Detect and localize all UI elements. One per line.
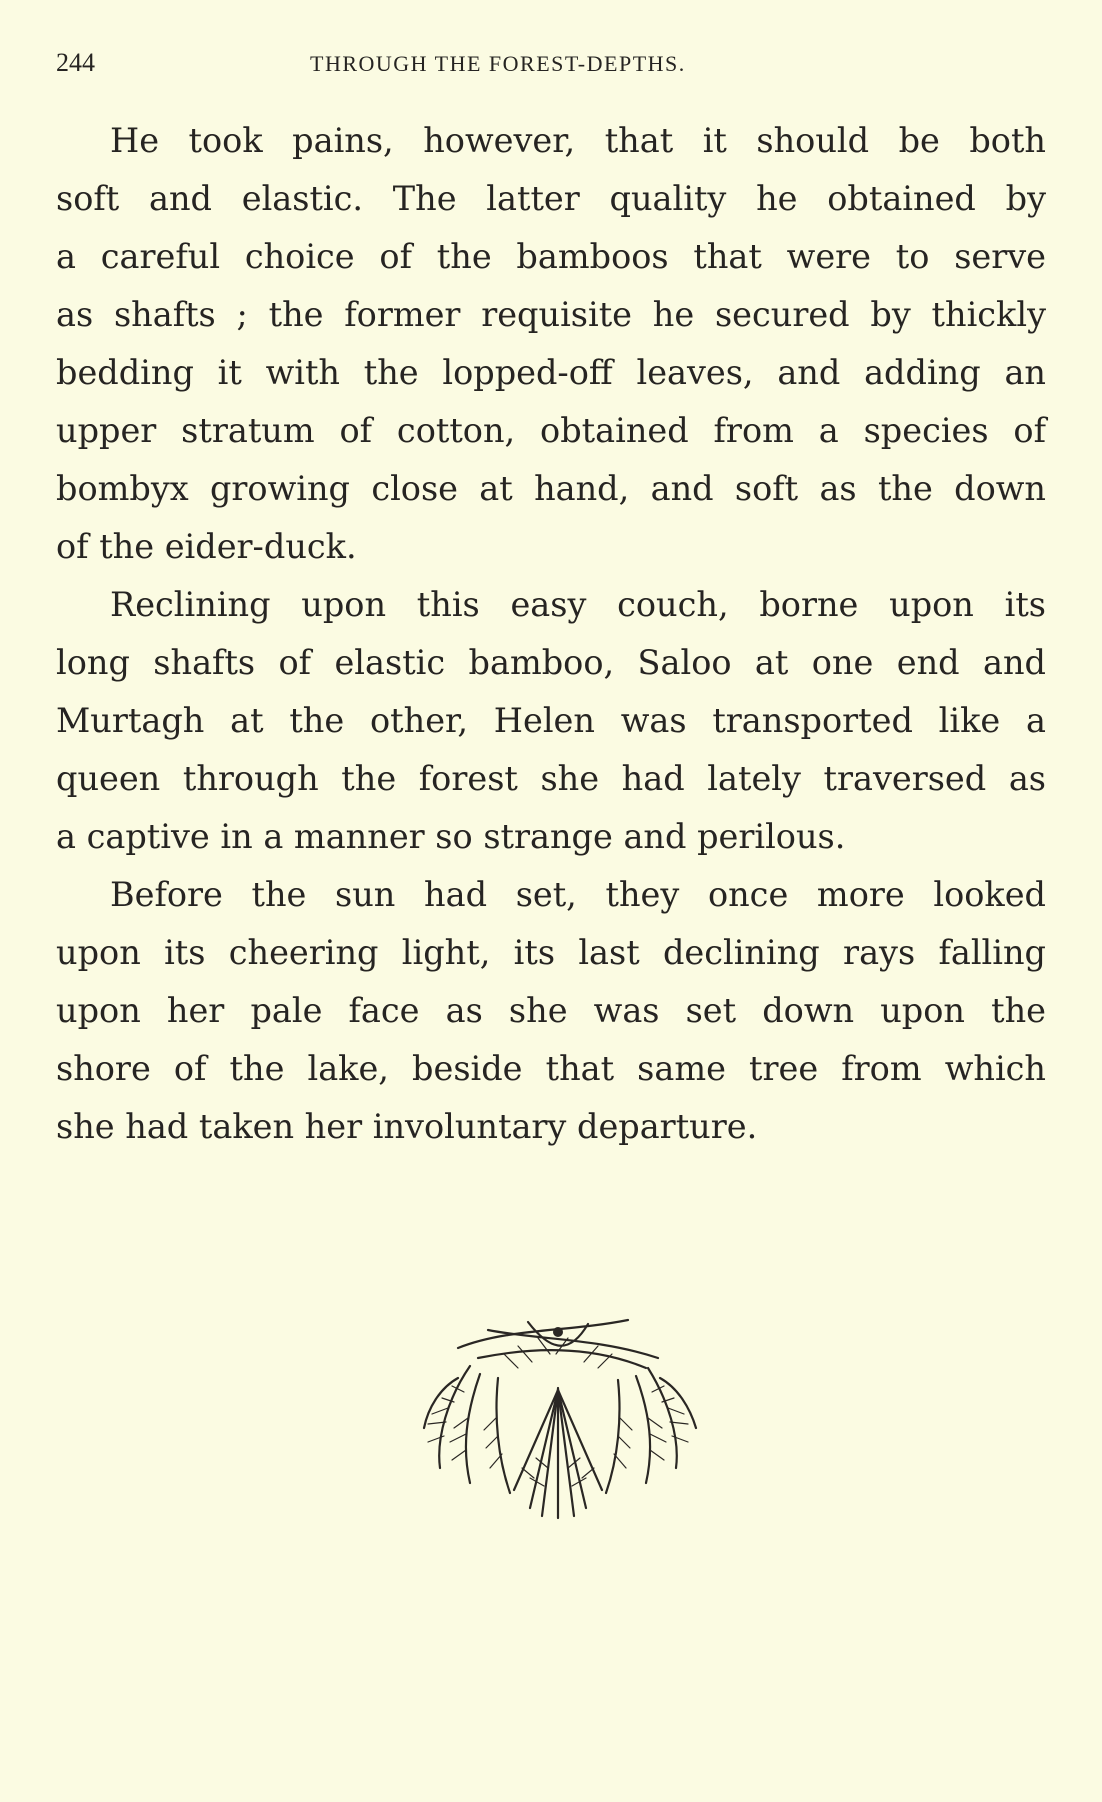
paragraph-3 (56, 866, 1046, 1156)
text-line: as shafts ; the former requisite he secured by thickly (56, 295, 1046, 334)
text-line: long shafts of elastic bamboo, Saloo at one end and (56, 643, 1046, 682)
text-line: soft and elastic. The latter quality he obtained by (56, 179, 1046, 218)
paragraph-2 (56, 576, 1046, 866)
text-line: she had taken her involuntary departure. (56, 1107, 758, 1146)
text-line: of the eider-duck. (56, 527, 357, 566)
text-line: queen through the forest she had lately traversed as (56, 759, 1046, 798)
text-line: shore of the lake, beside that same tree from which (56, 1049, 1046, 1088)
text-line: bedding it with the lopped-off leaves, and adding an (56, 353, 1046, 392)
text-line: Reclining upon this easy couch, borne upon its (110, 585, 1046, 624)
text-line: upper stratum of cotton, obtained from a species of (56, 411, 1046, 450)
running-title: THROUGH THE FOREST-DEPTHS. (310, 51, 686, 76)
paragraph-1 (56, 112, 1046, 576)
text-line: Before the sun had set, they once more looked (110, 875, 1046, 914)
palm-fronds-tailpiece-icon (418, 1318, 708, 1538)
text-line: upon its cheering light, its last declining rays falling (56, 933, 1046, 972)
text-line: upon her pale face as she was set down upon the (56, 991, 1046, 1030)
text-line: Murtagh at the other, Helen was transported like a (56, 701, 1046, 740)
text-line: He took pains, however, that it should be both (110, 121, 1046, 160)
page-number: 244 (56, 48, 95, 77)
text-line: a careful choice of the bamboos that were to serve (56, 237, 1046, 276)
text-line: bombyx growing close at hand, and soft as the down (56, 469, 1046, 508)
running-head (56, 48, 1046, 88)
text-line: a captive in a manner so strange and perilous. (56, 817, 846, 856)
body-text (56, 112, 1046, 1156)
